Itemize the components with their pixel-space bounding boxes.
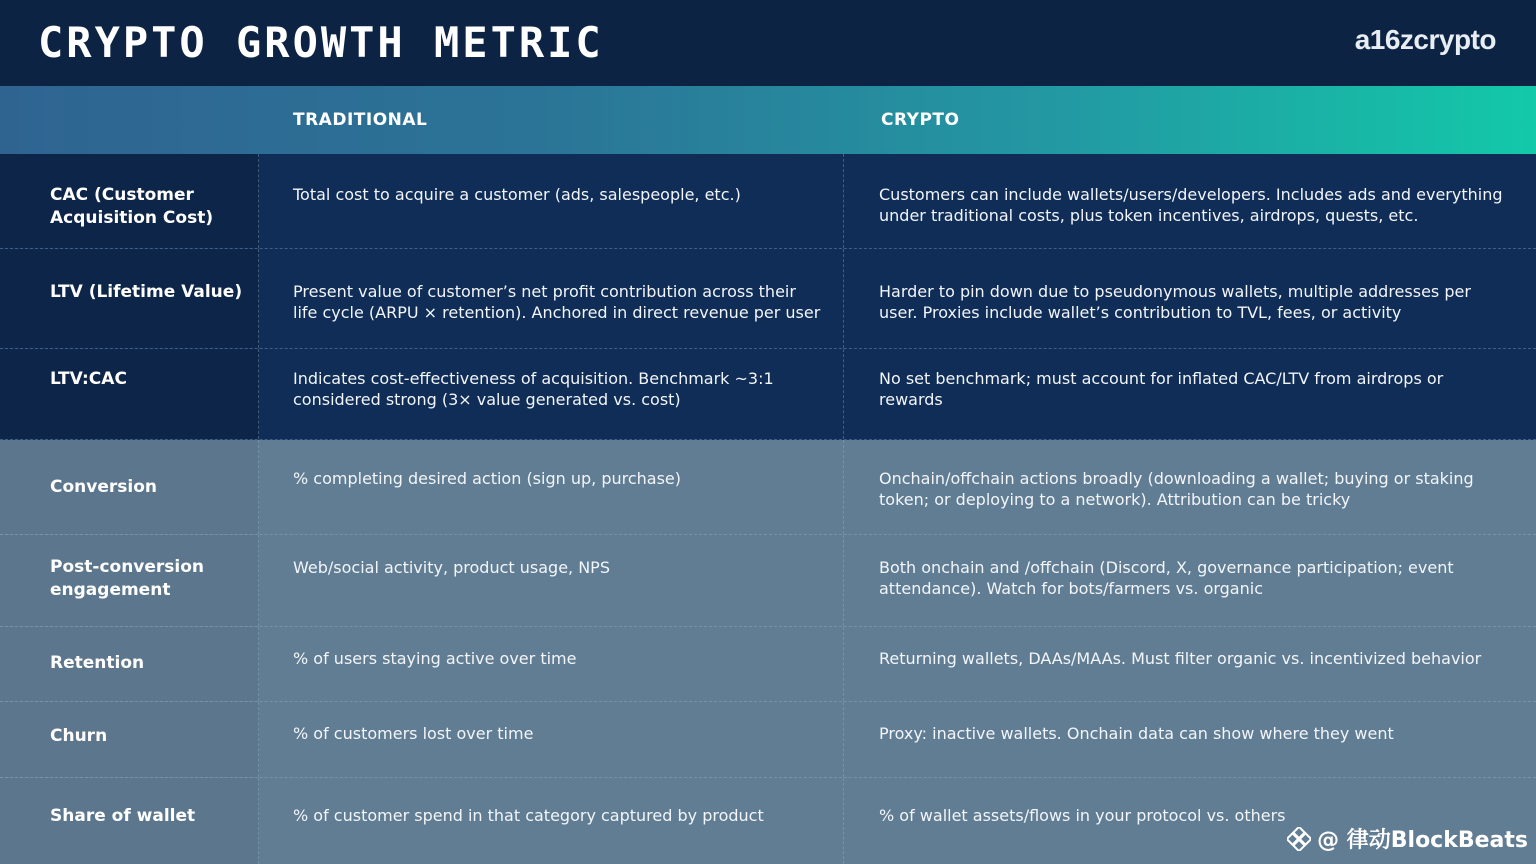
traditional-cell: % of customer spend in that category captured by product: [293, 806, 764, 825]
metric-cell: [0, 349, 259, 439]
table-row: [0, 627, 1536, 702]
column-divider: [843, 627, 844, 701]
traditional-cell: Web/social activity, product usage, NPS: [293, 558, 610, 577]
metric-label: CAC (Customer Acquisition Cost): [50, 185, 214, 228]
brand-logo: a16zcrypto: [1354, 24, 1496, 55]
crypto-cell: Both onchain and /offchain (Discord, X, governance participation; event attendance). Watch for bots/farmers vs. organic: [879, 558, 1454, 598]
traditional-cell: Total cost to acquire a customer (ads, salespeople, etc.): [293, 185, 741, 204]
metric-label: Churn: [50, 726, 108, 746]
column-divider: [843, 778, 844, 864]
metric-cell: [0, 627, 259, 701]
traditional-cell: % of customers lost over time: [293, 724, 534, 743]
crypto-cell: No set benchmark; must account for inflated CAC/LTV from airdrops or rewards: [879, 369, 1444, 409]
metric-label: Retention: [50, 653, 145, 673]
crypto-cell: Proxy: inactive wallets. Onchain data can show where they went: [879, 724, 1394, 743]
metric-label: LTV:CAC: [50, 369, 127, 389]
crypto-cell: % of wallet assets/flows in your protocol vs. others: [879, 806, 1286, 825]
column-divider: [843, 440, 844, 534]
metric-label: Share of wallet: [50, 806, 196, 826]
column-header-traditional: TRADITIONAL: [293, 110, 428, 130]
header: [0, 0, 1536, 86]
column-divider: [843, 702, 844, 777]
metric-cell: [0, 440, 259, 534]
column-header-crypto: CRYPTO: [881, 110, 960, 130]
traditional-cell: % completing desired action (sign up, purchase): [293, 469, 681, 488]
table-row: [0, 249, 1536, 349]
table-row: [0, 349, 1536, 440]
traditional-cell: Indicates cost-effectiveness of acquisition. Benchmark ~3:1 considered strong (3× value generated vs. cost): [293, 369, 774, 409]
metric-cell: [0, 702, 259, 777]
crypto-cell: Onchain/offchain actions broadly (downloading a wallet; buying or staking token; or deploying to a network). Attribution can be tricky: [879, 469, 1474, 509]
crypto-cell: Harder to pin down due to pseudonymous wallets, multiple addresses per user. Proxies include wallet’s contribution to TVL, fees, or activity: [879, 282, 1471, 322]
page-title: CRYPTO GROWTH METRIC: [38, 18, 604, 67]
traditional-cell: % of users staying active over time: [293, 649, 577, 668]
table-row: [0, 702, 1536, 778]
column-divider: [843, 349, 844, 439]
crypto-cell: Returning wallets, DAAs/MAAs. Must filter organic vs. incentivized behavior: [879, 649, 1482, 668]
traditional-cell: Present value of customer’s net profit contribution across their life cycle (ARPU × retention). Anchored in direct revenue per user: [293, 282, 821, 322]
blockbeats-logo-icon: [1287, 827, 1311, 851]
table-row: [0, 154, 1536, 249]
column-divider: [843, 154, 844, 248]
metric-label: LTV (Lifetime Value): [50, 282, 243, 302]
column-header-bar: [0, 86, 1536, 154]
metric-cell: [0, 535, 259, 626]
watermark-text: @ 律动BlockBeats: [1317, 828, 1528, 853]
metric-label: Conversion: [50, 477, 157, 497]
crypto-cell: Customers can include wallets/users/developers. Includes ads and everything under traditional costs, plus token incentives, airdrops, quests, etc.: [879, 185, 1503, 225]
metric-cell: [0, 154, 259, 248]
column-divider: [843, 535, 844, 626]
watermark: [1287, 823, 1528, 854]
metric-label: Post-conversion engagement: [50, 557, 205, 600]
metric-cell: [0, 249, 259, 348]
metric-cell: [0, 778, 259, 864]
table-row: [0, 535, 1536, 627]
column-divider: [843, 249, 844, 348]
table-row: [0, 440, 1536, 535]
